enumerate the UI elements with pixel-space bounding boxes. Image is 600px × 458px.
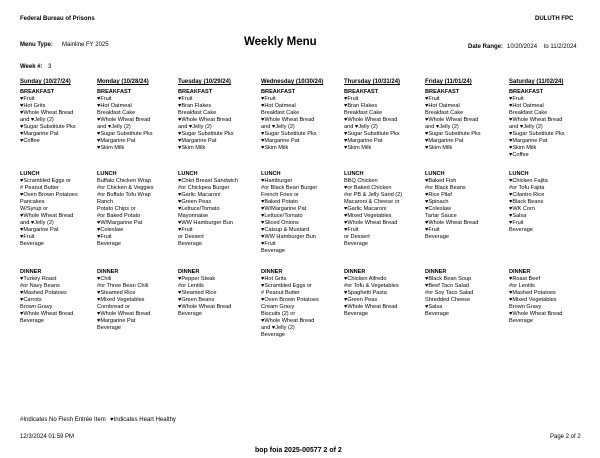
menu-item: ♥Black Beans [509, 199, 544, 205]
menu-item: and ♥Jelly (2) [97, 124, 131, 130]
menu-item: and ♥Jelly (2) [178, 124, 212, 130]
breakfast-title: BREAKFAST [344, 89, 379, 95]
day-heading: Wednesday (10/30/24) [261, 79, 324, 85]
menu-item: #or Chicken & Veggies [97, 185, 154, 191]
menu-item: ♥Skim Milk [425, 145, 453, 151]
menu-item: Cornbread or [97, 304, 130, 310]
dinner-section [509, 269, 591, 325]
breakfast-section [425, 89, 507, 152]
menu-item: ♥Baked Potato [261, 199, 298, 205]
menu-item: ♥Hot Oatmeal [509, 103, 544, 109]
menu-item: Breakfast Cake [178, 110, 217, 116]
page-number: Page 2 of 2 [550, 434, 581, 440]
menu-item: Breakfast Cake [97, 110, 136, 116]
menu-item: ♥Sugar Substitute Pks [344, 131, 400, 137]
menu-item: ♥Margarine Pat [178, 138, 217, 144]
menu-item: ♥Sugar Substitute Pks [97, 131, 153, 137]
menu-item: #or Tofu & Vegetables [344, 283, 399, 289]
menu-item: Cream Gravy [261, 304, 295, 310]
day-column [509, 79, 591, 324]
dinner-section [20, 269, 102, 325]
menu-item: and ♥Jelly (2) [261, 124, 295, 130]
menu-item: # Peanut Butter [20, 185, 59, 191]
menu-item: Brown Gravy [20, 304, 53, 310]
day-column [261, 79, 343, 338]
menu-item: ♥Fruit [178, 96, 193, 102]
lunch-title: LUNCH [97, 171, 117, 177]
menu-item: ♥Baked Fish [425, 178, 457, 184]
menu-item: ♥Hot Grits [20, 103, 46, 109]
menu-item: Mayonnaise [178, 213, 209, 219]
breakfast-title: BREAKFAST [97, 89, 132, 95]
breakfast-title: BREAKFAST [425, 89, 460, 95]
menu-item: ♥WK Corn [509, 206, 536, 212]
legend-heart-healthy: ♥Indicates Heart Healthy [110, 417, 176, 423]
menu-item: ♥Hot Oatmeal [97, 103, 132, 109]
menu-item: ♥Mashed Potatoes [20, 290, 67, 296]
date-range-value: 10/20/2024 to 11/2/2024 [507, 44, 577, 50]
menu-item: ♥Black Bean Soup [425, 276, 472, 282]
menu-item: Beverage [20, 241, 44, 247]
menu-item: and ♥Jelly (2) [20, 117, 54, 123]
lunch-section [97, 171, 179, 248]
dinner-section [425, 269, 507, 318]
menu-item: Beverage [97, 241, 121, 247]
menu-item: ♥Margarine Pat [509, 138, 548, 144]
menu-item: Shredded Cheese [425, 297, 471, 303]
menu-item: ♥Hot Grits [261, 276, 287, 282]
breakfast-title: BREAKFAST [20, 89, 55, 95]
menu-item: ♥Coffee [20, 138, 40, 144]
menu-item: Tartar Sauce [425, 213, 457, 219]
dinner-title: DINNER [20, 269, 42, 275]
lunch-section [20, 171, 102, 248]
day-heading: Thursday (10/31/24) [344, 79, 401, 85]
menu-item: Beverage [178, 311, 202, 317]
lunch-title: LUNCH [509, 171, 529, 177]
menu-item: ♥Bran Flakes [178, 103, 212, 109]
breakfast-section [178, 89, 260, 152]
menu-item: and ♥Jelly (2) [509, 124, 543, 130]
menu-item: ♥Fruit [509, 96, 524, 102]
menu-item: ♥Spinach [425, 199, 449, 205]
menu-item: ♥Margarine Pat [20, 131, 59, 137]
dinner-title: DINNER [509, 269, 531, 275]
menu-item: ♥Scrambled Eggs or [261, 283, 312, 289]
menu-item: ♥WW Hamburger Bun [261, 234, 316, 240]
menu-item: ♥Fruit [425, 227, 440, 233]
menu-item: Beverage [509, 227, 533, 233]
menu-item: ♥Whole Wheat Bread [344, 117, 398, 123]
menu-item: Biscuits (2) or [261, 311, 296, 317]
menu-item: Beverage [425, 234, 449, 240]
breakfast-section [20, 89, 102, 145]
menu-item: #or Chickpea Burger [178, 185, 230, 191]
menu-item: ♥Fruit [509, 220, 524, 226]
menu-item: #or PB & Jelly Sand (2) [344, 192, 403, 198]
menu-item: ♥Steamed Rice [97, 290, 136, 296]
facility-name: DULUTH FPC [535, 16, 574, 22]
menu-item: #or Baked Potato [97, 213, 141, 219]
breakfast-section [344, 89, 426, 152]
menu-item: Potato Chips or [97, 206, 136, 212]
page-title: Weekly Menu [244, 36, 317, 48]
menu-item: #or Soy Taco Salad [425, 290, 474, 296]
menu-item: ♥Skim Milk [178, 145, 206, 151]
breakfast-section [97, 89, 179, 152]
lunch-section [178, 171, 260, 248]
menu-item: ♥Oven Brown Potatoes [261, 297, 319, 303]
menu-item: ♥Whole Wheat Bread [178, 117, 232, 123]
menu-item: ♥Oven Brown Potatoes [20, 192, 78, 198]
lunch-section [344, 171, 426, 248]
day-column [178, 79, 260, 317]
menu-item: ♥Beef Taco Salad [425, 283, 469, 289]
lunch-title: LUNCH [344, 171, 364, 177]
lunch-title: LUNCH [178, 171, 198, 177]
menu-item: ♥Margarine Pat [425, 138, 464, 144]
day-heading: Tuesday (10/29/24) [178, 79, 231, 85]
lunch-title: LUNCH [425, 171, 445, 177]
menu-item: or Dessert [344, 234, 370, 240]
menu-item: ♥Whole Wheat Bread [425, 220, 479, 226]
menu-item: Macaroni & Cheese or [344, 199, 400, 205]
menu-item: ♥Skim Milk [509, 145, 537, 151]
week-value: 3 [48, 64, 52, 70]
menu-item: Breakfast Cake [509, 110, 548, 116]
menu-item: French Fries or [261, 192, 299, 198]
menu-item: Beverage [97, 325, 121, 331]
breakfast-title: BREAKFAST [178, 89, 213, 95]
menu-item: ♥Carrots [20, 297, 42, 303]
menu-item: #or Black Bean Burger [261, 185, 318, 191]
menu-item: Pancakes [20, 199, 45, 205]
dinner-title: DINNER [97, 269, 119, 275]
menu-item: and ♥Jelly (2) [20, 220, 54, 226]
menu-item: ♥Chkn Breast Sandwich [178, 178, 238, 184]
breakfast-title: BREAKFAST [509, 89, 544, 95]
menu-item: Beverage [509, 318, 533, 324]
menu-item: ♥Pepper Steak [178, 276, 216, 282]
menu-item: Beverage [344, 241, 368, 247]
menu-item: Brown Gravy [509, 304, 542, 310]
menu-item: ♥Hot Oatmeal [261, 103, 296, 109]
menu-item: ♥Salsa [425, 304, 443, 310]
menu-item: #or Navy Beans [20, 283, 60, 289]
menu-item: ♥Mixed Vegetables [344, 213, 392, 219]
lunch-section [261, 171, 343, 255]
menu-item: ♥Fruit [178, 227, 193, 233]
menu-item: ♥Chicken Alfredo [344, 276, 387, 282]
menu-item: ♥Whole Wheat Bread [344, 304, 398, 310]
menu-item: ♥Sugar Substitute Pks [178, 131, 234, 137]
menu-item: Breakfast Cake [344, 110, 383, 116]
menu-item: and ♥Jelly (2) [261, 325, 295, 331]
date-range-label: Date Range: [468, 44, 504, 50]
menu-item: ♥Spaghetti Pasta [344, 290, 387, 296]
menu-item: Beverage [344, 311, 368, 317]
menu-item: ♥Whole Wheat Bread [20, 311, 74, 317]
menu-item: ♥Sliced Onions [261, 220, 299, 226]
menu-item: BBQ Chicken [344, 178, 378, 184]
menu-item: ♥Margarine Pat [97, 318, 136, 324]
dinner-section [178, 269, 260, 318]
breakfast-section [261, 89, 343, 152]
menu-item: #or Buffalo Tofu Wrap [97, 192, 151, 198]
menu-item: Beverage [178, 241, 202, 247]
dinner-title: DINNER [178, 269, 200, 275]
menu-item: ♥Sugar Substitute Pks [509, 131, 565, 137]
menu-item: #or Black Beans [425, 185, 466, 191]
menu-item: ♥Turkey Roast [20, 276, 57, 282]
menu-item: Buffalo Chicken Wrap [97, 178, 151, 184]
menu-item: ♥Margarine Pat [20, 227, 59, 233]
menu-type-value: Mainline FY 2025 [62, 42, 109, 48]
menu-item: ♥Chili [97, 276, 112, 282]
day-heading: Friday (11/01/24) [425, 79, 472, 85]
week-label: Week #: [20, 64, 43, 70]
lunch-title: LUNCH [261, 171, 281, 177]
menu-item: ♥Fruit [261, 241, 276, 247]
menu-item: ♥Skim Milk [344, 145, 372, 151]
menu-item: ♥Scrambled Eggs or [20, 178, 71, 184]
menu-item: ♥Fruit [20, 234, 35, 240]
menu-item: ♥Mashed Potatoes [509, 290, 556, 296]
legend-no-flesh: #Indicates No Flesh Entrée Item [20, 417, 106, 423]
menu-item: ♥Rice Pilaf [425, 192, 452, 198]
menu-item: ♥Whole Wheat Bread [509, 117, 563, 123]
menu-item: ♥WW Hamburger Bun [178, 220, 233, 226]
agency-name: Federal Bureau of Prisons [20, 16, 95, 22]
menu-item: ♥Margarine Pat [261, 138, 300, 144]
menu-item: Beverage [425, 311, 449, 317]
dinner-title: DINNER [425, 269, 447, 275]
menu-item: ♥Whole Wheat Bread [97, 117, 151, 123]
menu-item: ♥Catsup & Mustard [261, 227, 310, 233]
menu-item: ♥Lettuce/Tomato [261, 213, 303, 219]
dinner-section [261, 269, 343, 339]
menu-item: ♥Green Beans [178, 297, 215, 303]
menu-item: ♥Whole Wheat Bread [178, 304, 232, 310]
day-column [425, 79, 507, 317]
menu-item: ♥Mixed Vegetables [97, 297, 145, 303]
menu-item: ♥Chicken Fajita [509, 178, 548, 184]
menu-item: ♥W/Margarine Pat [261, 206, 307, 212]
menu-item: #or Lentils [509, 283, 535, 289]
menu-item: ♥Bran Flakes [344, 103, 378, 109]
menu-item: ♥Sugar Substitute Pks [20, 124, 76, 130]
menu-item: Breakfast Cake [261, 110, 300, 116]
menu-item: ♥Sugar Substitute Pks [425, 131, 481, 137]
menu-item: Ranch [97, 199, 114, 205]
menu-item: ♥Lettuce/Tomato [178, 206, 220, 212]
menu-item: or Dessert [178, 234, 204, 240]
menu-item: and ♥Jelly (2) [425, 124, 459, 130]
menu-item: ♥Fruit [97, 234, 112, 240]
menu-item: ♥Fruit [425, 96, 440, 102]
menu-item: ♥Steamed Rice [178, 290, 217, 296]
dinner-title: DINNER [261, 269, 283, 275]
menu-item: ♥Roast Beef [509, 276, 540, 282]
menu-item: ♥Whole Wheat Bread [344, 220, 398, 226]
menu-item: ♥Mixed Vegetables [509, 297, 557, 303]
menu-item: ♥Sugar Substitute Pks [261, 131, 317, 137]
menu-item: ♥Whole Wheat Bread [261, 117, 315, 123]
menu-item: ♥Garlic Macaroni [178, 192, 221, 198]
day-column [344, 79, 426, 317]
menu-item: ♥Whole Wheat Bread [261, 318, 315, 324]
day-column [20, 79, 102, 324]
lunch-section [425, 171, 507, 241]
menu-type-label: Menu Type: [20, 42, 53, 48]
breakfast-title: BREAKFAST [261, 89, 296, 95]
breakfast-section [509, 89, 591, 159]
day-heading: Saturday (11/02/24) [509, 79, 564, 85]
menu-item: ♥Salsa [509, 213, 527, 219]
menu-item: ♥Whole Wheat Bread [97, 311, 151, 317]
dinner-section [344, 269, 426, 318]
menu-item: ♥Coleslaw [425, 206, 452, 212]
menu-item: ♥Coffee [509, 152, 529, 158]
menu-item: and ♥Jelly (2) [344, 124, 378, 130]
menu-item: ♥Cilantro Rice [509, 192, 545, 198]
menu-item: ♥W/Margarine Pat [97, 220, 143, 226]
day-heading: Sunday (10/27/24) [20, 79, 71, 85]
dinner-title: DINNER [344, 269, 366, 275]
menu-item: ♥Margarine Pat [97, 138, 136, 144]
lunch-section [509, 171, 591, 234]
lunch-title: LUNCH [20, 171, 40, 177]
menu-item: ♥Skim Milk [97, 145, 125, 151]
menu-item: ♥Fruit [261, 96, 276, 102]
menu-item: W/Syrup or [20, 206, 48, 212]
menu-item: ♥Whole Wheat Bread [20, 213, 74, 219]
menu-item: Beverage [20, 318, 44, 324]
menu-item: ♥Whole Wheat Bread [425, 117, 479, 123]
menu-item: ♥Garlic Macaroni [344, 206, 387, 212]
menu-item: ♥Coleslaw [97, 227, 124, 233]
menu-item: ♥Green Peas [344, 297, 378, 303]
menu-item: Breakfast Cake [425, 110, 464, 116]
menu-item: ♥Margarine Pat [344, 138, 383, 144]
menu-item: ♥Whole Wheat Bread [509, 311, 563, 317]
menu-item: # Peanut Butter [261, 290, 300, 296]
menu-item: ♥or Baked Chicken [344, 185, 392, 191]
menu-item: Beverage [261, 332, 285, 338]
menu-item: #or Tofu Fajita [509, 185, 545, 191]
print-timestamp: 12/3/2024 01:59 PM [20, 434, 75, 440]
menu-item: ♥Fruit [344, 227, 359, 233]
menu-item: Beverage [261, 248, 285, 254]
menu-item: ♥Fruit [20, 96, 35, 102]
menu-item: ♥Fruit [97, 96, 112, 102]
bates-stamp: bop foia 2025-00577 2 of 2 [255, 447, 342, 454]
day-column [97, 79, 179, 331]
menu-item: ♥Skim Milk [261, 145, 289, 151]
menu-item: #or Three Bean Chili [97, 283, 149, 289]
dinner-section [97, 269, 179, 332]
menu-item: ♥Hamburger [261, 178, 293, 184]
menu-item: #or Lentils [178, 283, 204, 289]
menu-item: ♥Hot Oatmeal [425, 103, 460, 109]
menu-item: ♥Whole Wheat Bread [20, 110, 74, 116]
menu-item: ♥Fruit [344, 96, 359, 102]
day-heading: Monday (10/28/24) [97, 79, 149, 85]
menu-item: ♥Green Peas [178, 199, 212, 205]
